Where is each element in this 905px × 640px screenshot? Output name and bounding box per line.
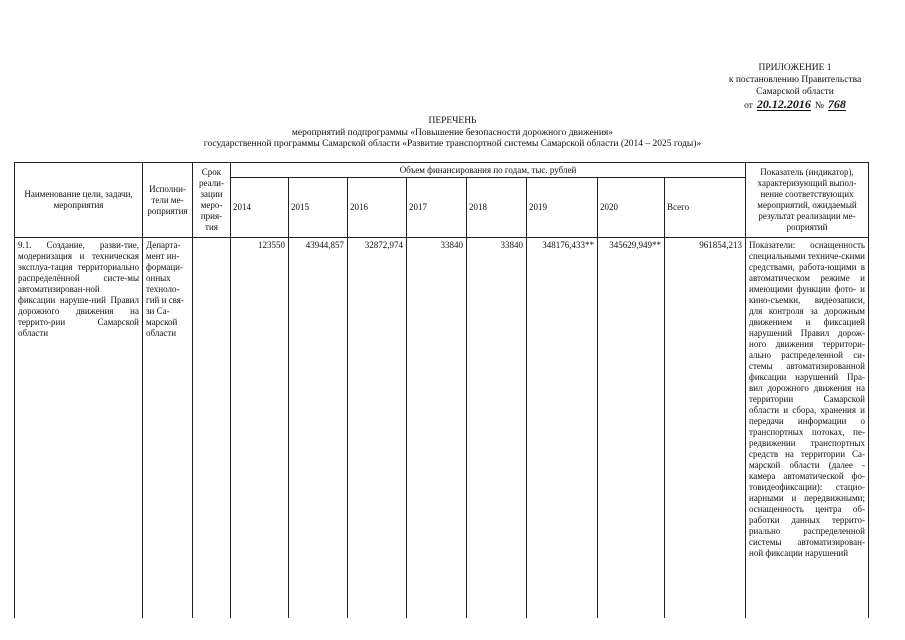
measures-table — [14, 162, 869, 618]
date-prefix: от — [744, 101, 753, 111]
table-row — [15, 238, 869, 619]
document-heading — [0, 116, 905, 151]
appendix-block — [715, 62, 875, 112]
value-2016: 32872,974 — [348, 238, 407, 619]
heading-line-2: государственной программы Самарской области «Развитие транспортной системы Самарской области (2014 – 2025 годы)» — [203, 139, 702, 149]
year-header: 2020 — [598, 178, 665, 238]
total-header: Всего — [665, 178, 746, 238]
number-sign: № — [814, 101, 824, 111]
value-2014: 123550 — [231, 238, 289, 619]
header-term: Срок реали-зации меро-прия-тия — [193, 163, 231, 238]
header-executors: Исполни-тели ме-роприятия — [143, 163, 193, 238]
executor: Департа-мент ин-формаци-онных техноло-гий и свя-зи Са-марской области — [143, 238, 193, 619]
appendix-line-2: Самарской области — [756, 87, 834, 97]
handwritten-number: 768 — [827, 97, 846, 111]
value-2020: 345629,949** — [598, 238, 665, 619]
appendix-title: ПРИЛОЖЕНИЕ 1 — [758, 63, 832, 73]
handwritten-date: 20.12.2016 — [756, 97, 811, 111]
value-2018: 33840 — [467, 238, 527, 619]
value-2019: 348176,433** — [527, 238, 598, 619]
term — [193, 238, 231, 619]
header-row — [15, 163, 869, 178]
value-total: 961854,213 — [665, 238, 746, 619]
value-2015: 43944,857 — [289, 238, 348, 619]
header-funding: Объем финансирования по годам, тыс. рублей — [231, 163, 746, 178]
header-indicator: Показатель (индикатор), характеризующий выпол-нение соответствующих мероприятий, ожидаемый результат реализации ме-роприятий — [746, 163, 869, 238]
appendix-line-1: к постановлению Правительства — [728, 75, 862, 85]
year-header: 2014 — [231, 178, 289, 238]
year-header: 2019 — [527, 178, 598, 238]
heading-line-1: мероприятий подпрограммы «Повышение безопасности дорожного движения» — [291, 127, 614, 138]
header-name: Наименование цели, задачи, мероприятия — [15, 163, 143, 238]
measure-name: 9.1. Создание, разви-тие, модернизация и техническая эксплуа-тация территориально распределённой систе-мы автоматизирован-ной фиксации наруше-ний Правил дорожного движения на террито-рии Самарской области — [15, 238, 143, 619]
year-header: 2018 — [467, 178, 527, 238]
indicator-text: Показатели: оснащенность специальными техниче-скими средствами, работа-ющими в автоматическом режиме и имеющими функции фото- и кино-съемки, видеозаписи, для контроля за дорожным движением и фиксацией нарушений Правил дорож-ного движения территори-ально распределенной си-стемы автоматизированной фиксации нарушений Пра-вил дорожного движения на территории Самарской области и сбора, хранения и передачи информации о транспортных потоках, пе-редвижении транспортных средств на территории Са-марской области (далее - камера автоматической фо-товидеофиксации): стацио-нарными и передвижными; оснащенность центра об-работки данных террито-риально распределенной системы автоматизирован-ной фиксации нарушений — [746, 238, 869, 619]
year-header: 2015 — [289, 178, 348, 238]
year-header: 2016 — [348, 178, 407, 238]
year-header: 2017 — [407, 178, 467, 238]
heading-title: ПЕРЕЧЕНЬ — [428, 116, 477, 126]
appendix-date-line — [715, 98, 875, 112]
value-2017: 33840 — [407, 238, 467, 619]
